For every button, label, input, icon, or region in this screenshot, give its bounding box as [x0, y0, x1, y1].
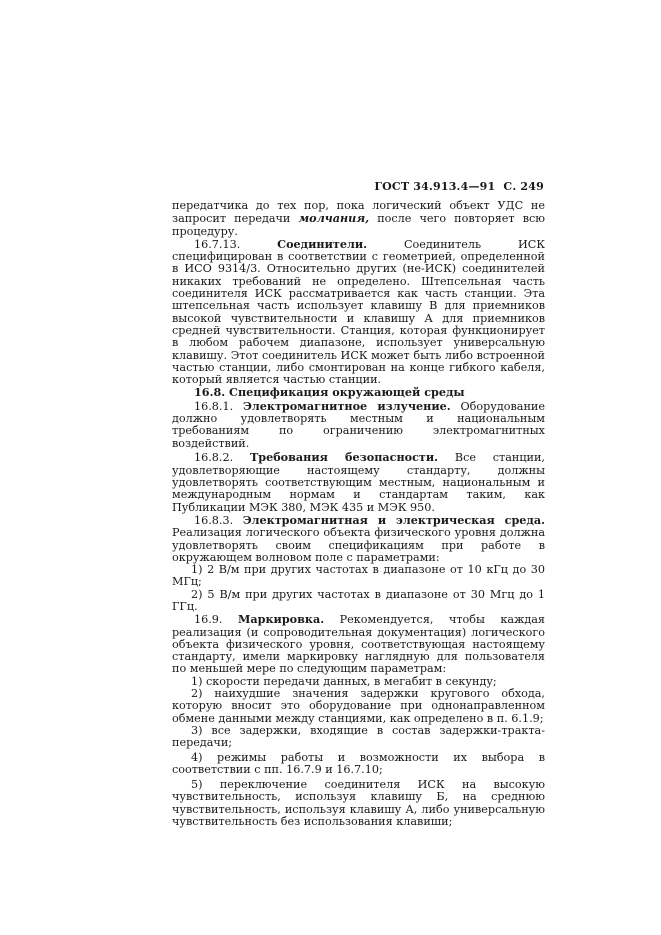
section-16-7-13	[172, 238, 545, 387]
section-title: Маркировка.	[237, 612, 325, 627]
section-16-8-2	[172, 451, 545, 513]
document-body	[172, 200, 545, 828]
page-header	[374, 180, 544, 193]
list-item: 3) все задержки, входящие в состав задержки-тракта-передачи;	[172, 723, 545, 750]
section-number: 16.7.13.	[194, 237, 241, 251]
section-16-9	[172, 613, 545, 675]
page-number: С. 249	[503, 180, 544, 193]
section-text: Соединитель ИСК специфицирован в соответствии с геометрией, определенной в ИСО 9314/3. Относительно других (не-ИСК) соединителей никаких требований не определено. Штепсельная часть соединителя ИСК рассматривается как часть станции. Эта штепсельная часть использует клавишу В для приемников высокой чувствительности и клавишу А для приемников средней чувствительности. Станция, которая функционирует в любом рабочем диапазоне, использует универсальную клавишу. Этот соединитель ИСК может быть либо встроенной частью станции, либо смонтирован на конце гибкого кабеля, который является частью станции.	[172, 237, 545, 387]
section-heading: 16.8. Спецификация окружающей среды	[194, 385, 465, 400]
section-title: Соединители.	[277, 236, 368, 251]
section-number: 16.9.	[194, 613, 223, 627]
section-number: 16.8.2.	[194, 451, 234, 465]
list-item: 2) наихудшие значения задержки кругового обхода, которую вносит это оборудование при однонаправленном обмене данными между станциями, как определено в п. 6.1.9;	[172, 687, 545, 725]
section-16-8-3	[172, 514, 545, 564]
section-title: Электромагнитная и электрическая среда.	[242, 512, 546, 527]
section-text: Реализация логического объекта физического уровня должна удовлетворять своим спецификациям при работе в окружающем волновом поле с параметрами:	[172, 526, 545, 564]
section-text: Все станции, удовлетворяющие настоящему стандарту, должны удовлетворять соответствующим местным, национальным и международным нормам и стандартам таким, как Публикации МЭК 380, МЭК 435 и МЭК 950.	[172, 451, 545, 514]
section-number: 16.8.1.	[194, 399, 234, 413]
section-text: Оборудование должно удовлетворять местным и национальным требованиям по ограничению электромагнитных воздействий.	[172, 399, 545, 450]
list-item: 2) 5 В/м при других частотах в диапазоне от 30 Мгц до 1 ГГц.	[172, 587, 545, 613]
list-item: 5) переключение соединителя ИСК на высокую чувствительность, используя клавишу Б, на среднюю чувствительность, используя клавишу А, либо универсальную чувствительность без использования клавиши;	[172, 778, 545, 829]
section-title: Электромагнитное излучение.	[242, 398, 451, 413]
emphasis-term: молчания,	[298, 211, 370, 226]
list-item: 1) скорости передачи данных, в мегабит в секунду;	[191, 674, 497, 688]
section-number: 16.8.3.	[194, 513, 234, 527]
paragraph-continuation: передатчика до тех пор, пока логический объект УДС не запросит передачи молчания, после чего повторяет всю процедуру.	[172, 199, 545, 238]
list-item: 4) режимы работы и возможности их выбора в соответствии с пп. 16.7.9 и 16.7.10;	[172, 751, 545, 777]
section-16-8-1	[172, 400, 545, 450]
document-code: ГОСТ 34.913.4—91	[374, 180, 496, 193]
section-text: Рекомендуется, чтобы каждая реализация (и сопроводительная документация) логического объекта физического уровня, соответствующая настоящему стандарту, имели маркировку наглядную для пользователя по меньшей мере по следующим параметрам:	[172, 613, 545, 676]
section-title: Требования безопасности.	[249, 450, 439, 465]
list-item: 1) 2 В/м при других частотах в диапазоне от 10 кГц до 30 МГц;	[172, 563, 545, 589]
section-16-8-heading	[172, 386, 545, 399]
